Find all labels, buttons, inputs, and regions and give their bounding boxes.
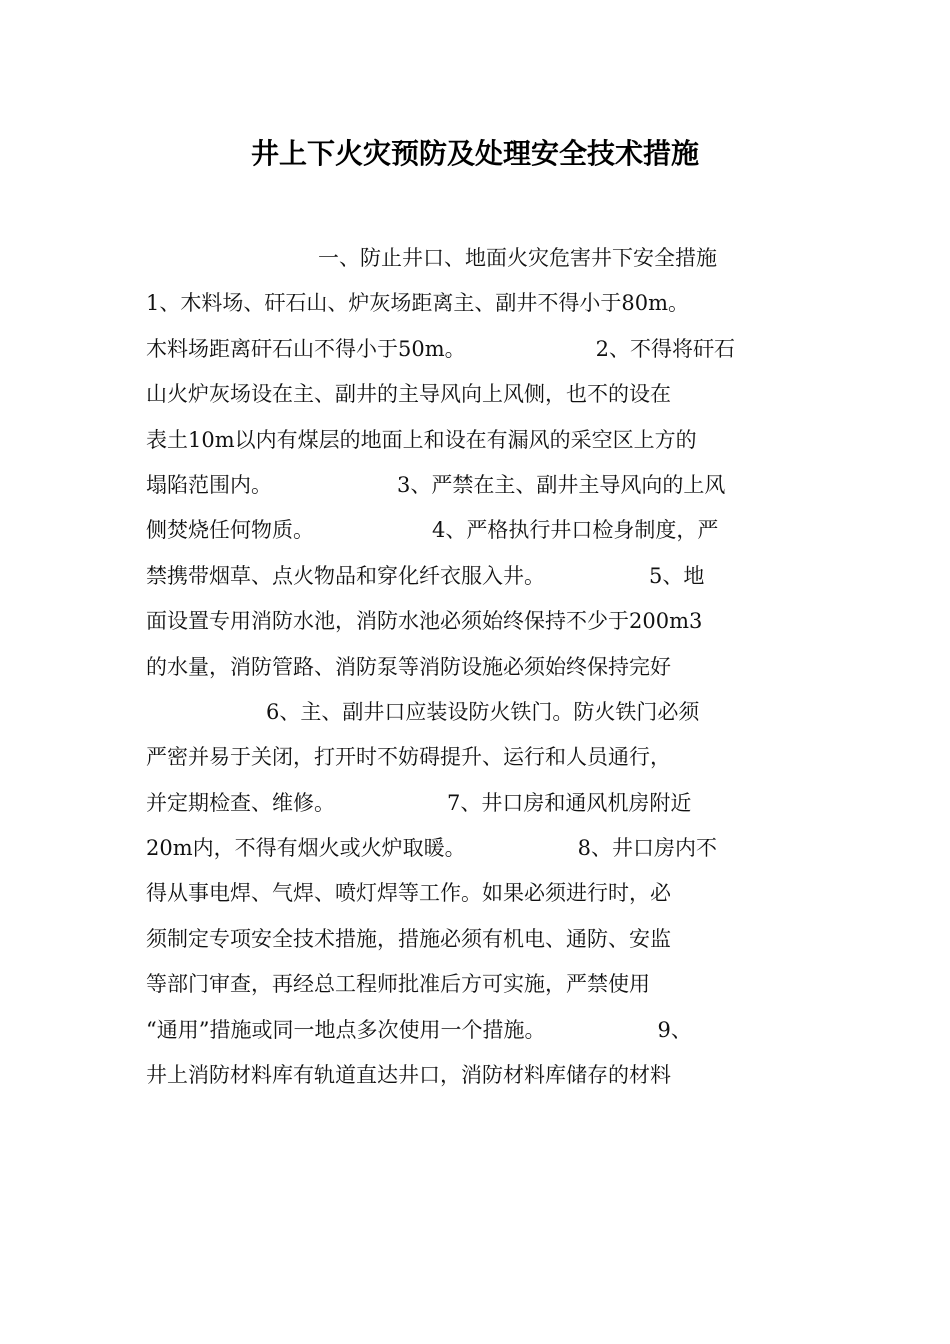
paragraph-text: 表土10m以内有煤层的地面上和设在有漏风的采空区上方的 (146, 427, 697, 452)
text-line-3 (146, 327, 804, 372)
paragraph-text: 的水量，消防管路、消防泵等消防设施必须始终保持完好 (146, 654, 671, 679)
text-line-11 (146, 690, 804, 735)
paragraph-text: 木料场距离矸石山不得小于50m。 (146, 336, 466, 361)
paragraph-text: 须制定专项安全技术措施，措施必须有机电、通防、安监 (146, 926, 671, 951)
document-body (146, 236, 804, 1098)
paragraph-text: 并定期检查、维修。 (146, 790, 335, 815)
text-line-16 (146, 917, 804, 962)
paragraph-text: 侧焚烧任何物质。 (146, 518, 314, 543)
paragraph-text: 6、主、副井口应装设防火铁门。防火铁门必须 (266, 699, 700, 724)
text-line-10 (146, 645, 804, 690)
text-line-19 (146, 1053, 804, 1098)
text-line-2 (146, 281, 804, 326)
paragraph-text: 20m内，不得有烟火或火炉取暖。 (146, 836, 466, 861)
paragraph-text: 得从事电焊、气焊、喷灯焊等工作。如果必须进行时，必 (146, 881, 671, 906)
text-line-15 (146, 871, 804, 916)
text-line-4 (146, 372, 804, 417)
paragraph-text: 4、严格执行井口检身制度，严 (432, 518, 719, 543)
paragraph-text: 2、不得将矸石 (595, 336, 736, 361)
text-line-9 (146, 599, 804, 644)
paragraph-text: 面设置专用消防水池，消防水池必须始终保持不少于200m3 (146, 609, 703, 634)
paragraph-text: 8、井口房内不 (577, 836, 718, 861)
paragraph-text: 等部门审查，再经总工程师批准后方可实施，严禁使用 (146, 972, 650, 997)
paragraph-text: “通用”措施或同一地点多次使用一个措施。 (146, 1017, 546, 1042)
text-line-5 (146, 418, 804, 463)
paragraph-text: 井上消防材料库有轨道直达井口，消防材料库储存的材料 (146, 1063, 671, 1088)
text-line-14 (146, 826, 804, 871)
paragraph-text: 3、严禁在主、副井主导风向的上风 (397, 472, 726, 497)
paragraph-text: 7、井口房和通风机房附近 (447, 790, 692, 815)
text-line-18 (146, 1008, 804, 1053)
paragraph-text: 1、木料场、矸石山、炉灰场距离主、副井不得小于80m。 (146, 291, 689, 316)
text-line-6 (146, 463, 804, 508)
text-line-7 (146, 508, 804, 553)
paragraph-text: 9、 (657, 1017, 692, 1042)
paragraph-text: 5、地 (649, 563, 705, 588)
paragraph-text: 禁携带烟草、点火物品和穿化纤衣服入井。 (146, 563, 545, 588)
paragraph-text: 山火炉灰场设在主、副井的主导风向上风侧，也不的设在 (146, 382, 671, 407)
page-title: 井上下火灾预防及处理安全技术措施 (250, 137, 699, 170)
paragraph-text: 塌陷范围内。 (146, 472, 272, 497)
section-heading: 一、防止井口、地面火灾危害井下安全措施 (318, 246, 717, 270)
text-line-8 (146, 554, 804, 599)
text-line-12 (146, 735, 804, 780)
paragraph-text: 严密并易于关闭，打开时不妨碍提升、运行和人员通行， (146, 745, 671, 770)
text-line-1 (146, 236, 804, 281)
text-line-13 (146, 781, 804, 826)
text-line-17 (146, 962, 804, 1007)
